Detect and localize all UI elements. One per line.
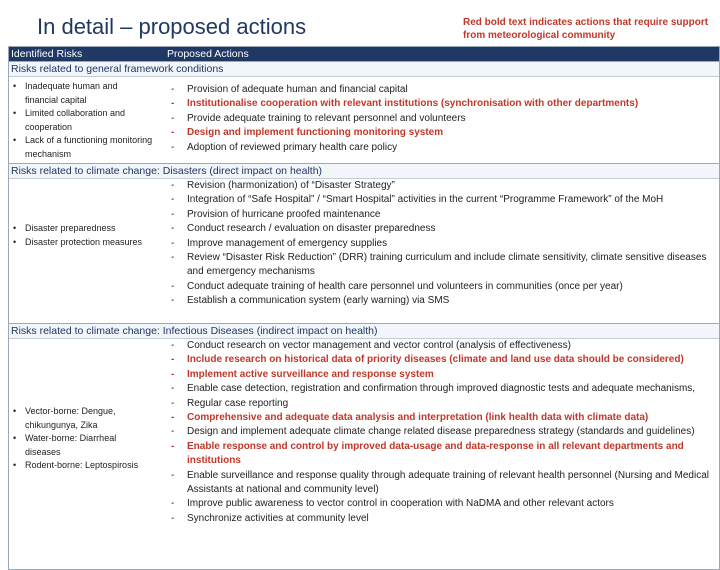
risk-item: • Vector-borne: Dengue, chikungunya, Zika [11, 405, 153, 432]
action-item: - Conduct adequate training of health care personnel und volunteers in communities (once per year) [167, 280, 715, 294]
table-row [9, 338, 719, 569]
action-item: - Regular case reporting [167, 397, 715, 411]
action-list [167, 83, 715, 155]
risk-list [11, 222, 153, 249]
section-heading-general: Risks related to general framework conditions [9, 61, 719, 76]
action-item: - Review “Disaster Risk Reduction” (DRR) training curriculum and include climate sensitivity, climate sensitive diseases and emergency mechanisms [167, 251, 715, 280]
header-identified-risks: Identified Risks [11, 48, 83, 60]
action-list [167, 179, 715, 309]
action-item: - Implement active surveillance and response system [167, 368, 715, 382]
action-item: - Establish a communication system (early warning) via SMS [167, 294, 715, 308]
action-item: - Provision of adequate human and financial capital [167, 83, 715, 97]
action-item: - Comprehensive and adequate data analysis and interpretation (link health data with climate data) [167, 411, 715, 425]
action-item: - Improve management of emergency supplies [167, 237, 715, 251]
action-item: - Synchronize activities at community level [167, 512, 715, 526]
risk-item: • Disaster protection measures [11, 236, 153, 250]
action-item: - Institutionalise cooperation with relevant institutions (synchronisation with other departments) [167, 97, 715, 111]
risk-item: • Inadequate human and financial capital [11, 80, 153, 107]
risk-list [11, 80, 153, 161]
risk-item: • Disaster preparedness [11, 222, 153, 236]
action-item: - Revision (harmonization) of “Disaster Strategy” [167, 179, 715, 193]
action-item: - Adoption of reviewed primary health care policy [167, 141, 715, 155]
action-item: - Provide adequate training to relevant personnel and volunteers [167, 112, 715, 126]
action-item: - Enable case detection, registration and confirmation through improved diagnostic tests and adequate mechanisms, [167, 382, 715, 396]
section-heading-disasters: Risks related to climate change: Disasters (direct impact on health) [9, 163, 719, 178]
action-item: - Improve public awareness to vector control in cooperation with NaDMA and other relevant actors [167, 497, 715, 511]
action-item: - Conduct research / evaluation on disaster preparedness [167, 222, 715, 236]
risk-item: • Lack of a functioning monitoring mechanism [11, 134, 153, 161]
table-row [9, 76, 719, 163]
action-list [167, 339, 715, 526]
actions-table [8, 46, 720, 570]
risk-list [11, 405, 153, 473]
header-proposed-actions: Proposed Actions [167, 48, 249, 60]
risk-item: • Water-borne: Diarrheal diseases [11, 432, 153, 459]
risk-item: • Limited collaboration and cooperation [11, 107, 153, 134]
section-heading-infectious: Risks related to climate change: Infectious Diseases (indirect impact on health) [9, 323, 719, 338]
action-item: - Integration of “Safe Hospital” / “Smart Hospital” activities in the current “Programme Framework” of the MoH [167, 193, 715, 207]
action-item: - Provision of hurricane proofed maintenance [167, 208, 715, 222]
action-item: - Enable response and control by improved data-usage and data-response in all relevant departments and institutions [167, 440, 715, 469]
risk-item: • Rodent-borne: Leptospirosis [11, 459, 153, 473]
legend-note: Red bold text indicates actions that require support from meteorological community [463, 17, 709, 41]
action-item: - Conduct research on vector management and vector control (analysis of effectiveness) [167, 339, 715, 353]
action-item: - Enable surveillance and response quality through adequate training of relevant health personnel (Nursing and Medical Assistants at national and community level) [167, 469, 715, 498]
table-row [9, 178, 719, 323]
action-item: - Design and implement functioning monitoring system [167, 126, 715, 140]
table-header [9, 47, 719, 61]
action-item: - Design and implement adequate climate change related disease preparedness strategy (standards and guidelines) [167, 425, 715, 439]
action-item: - Include research on historical data of priority diseases (climate and land use data should be considered) [167, 353, 715, 367]
page-title: In detail – proposed actions [37, 14, 307, 39]
